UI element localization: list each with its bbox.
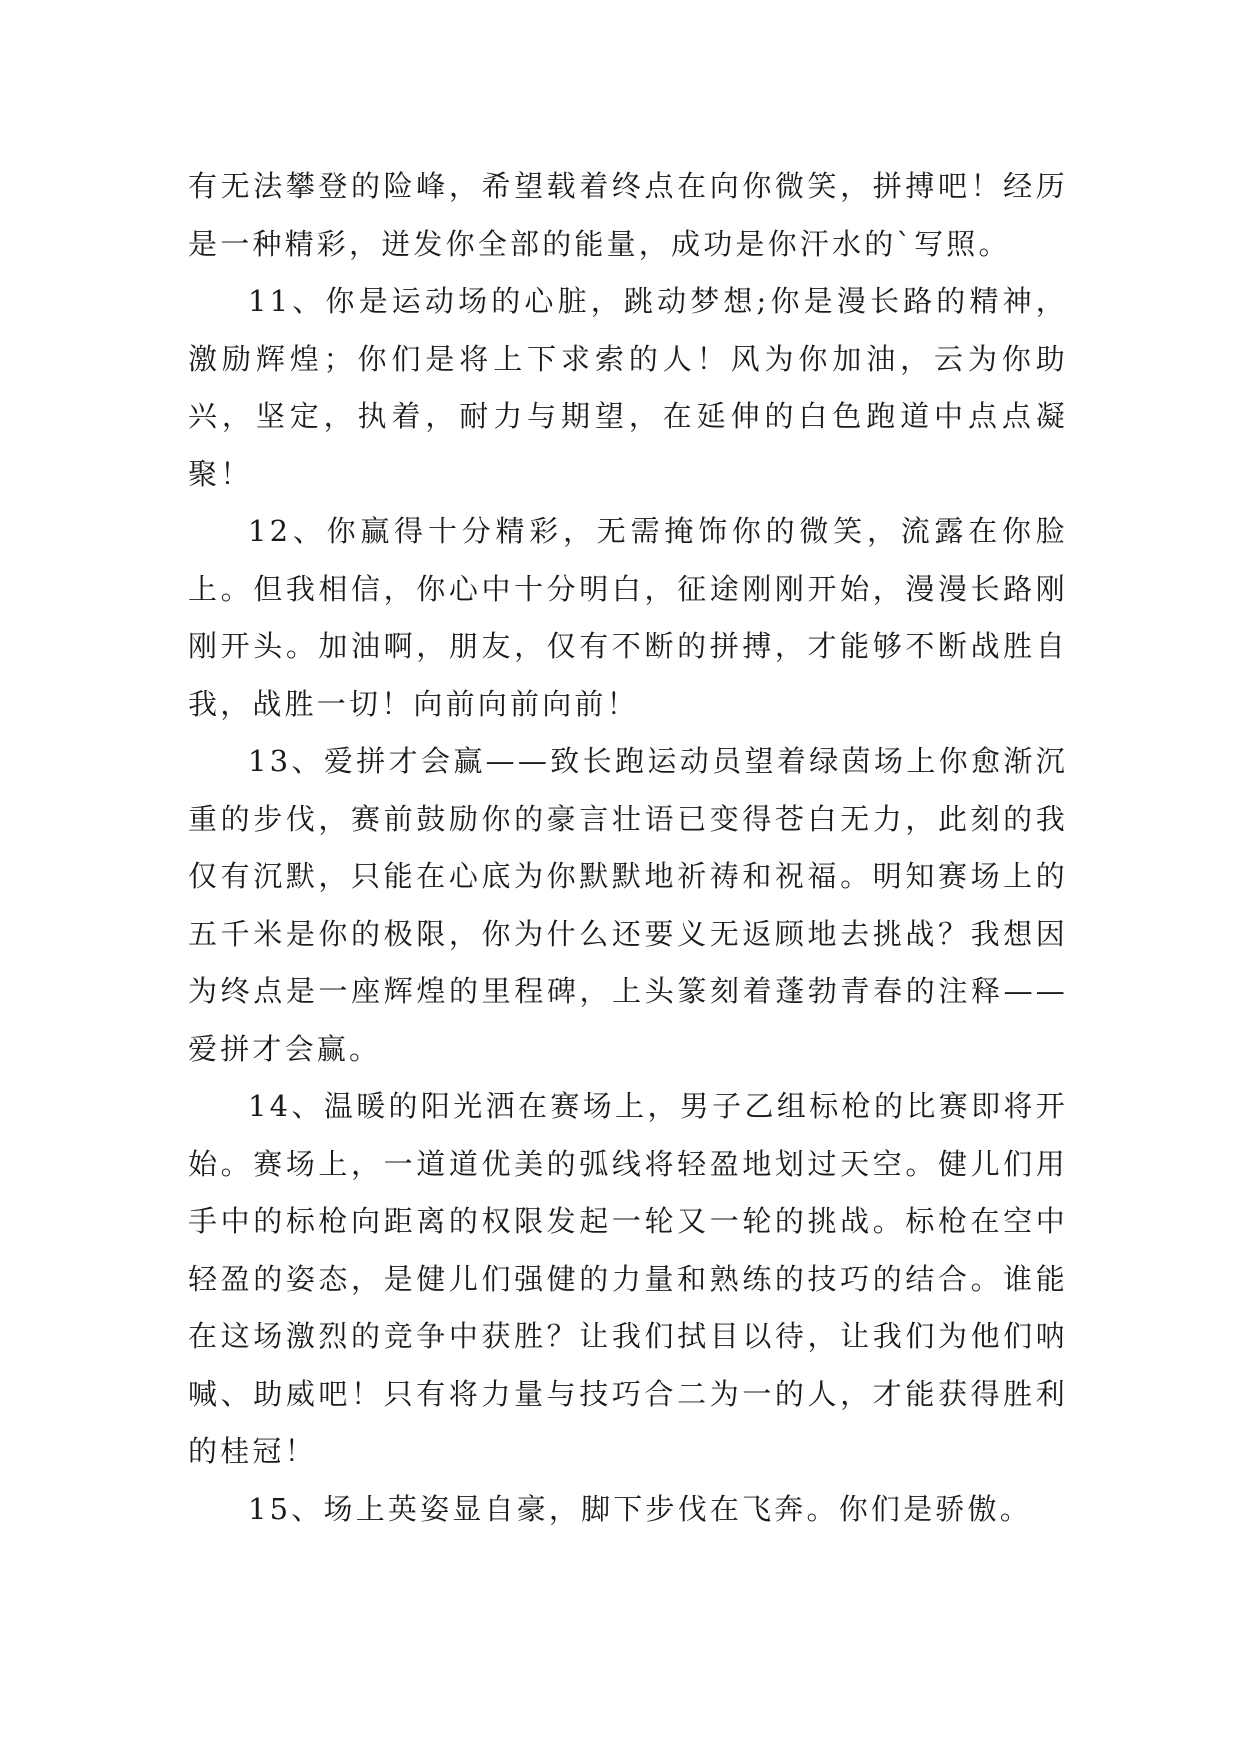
paragraph-12: 12、你赢得十分精彩，无需掩饰你的微笑，流露在你脸上。但我相信，你心中十分明白，征途刚刚开始，漫漫长路刚刚开头。加油啊，朋友，仅有不断的拼搏，才能够不断战胜自我，战胜一切！向前向前向前！: [188, 514, 1068, 721]
paragraph-11: 11、你是运动场的心脏，跳动梦想;你是漫长路的精神，激励辉煌；你们是将上下求索的人！风为你加油，云为你助兴，坚定，执着，耐力与期望，在延伸的白色跑道中点点凝聚！: [188, 284, 1068, 491]
paragraph-15: 15、场上英姿显自豪，脚下步伐在飞奔。你们是骄傲。: [248, 1491, 1032, 1526]
paragraph-13: 13、爱拼才会赢——致长跑运动员望着绿茵场上你愈渐沉重的步伐，赛前鼓励你的豪言壮语已变得苍白无力，此刻的我仅有沉默，只能在心底为你默默地祈祷和祝福。明知赛场上的五千米是你的极限，你为什么还要义无返顾地去挑战？我想因为终点是一座辉煌的里程碑，上头篆刻着蓬勃青春的注释——爱拼才会赢。: [188, 744, 1068, 1066]
paragraph-14: 14、温暖的阳光洒在赛场上，男子乙组标枪的比赛即将开始。赛场上，一道道优美的弧线将轻盈地划过天空。健儿们用手中的标枪向距离的权限发起一轮又一轮的挑战。标枪在空中轻盈的姿态，是健儿们强健的力量和熟练的技巧的结合。谁能在这场激烈的竞争中获胜？让我们拭目以待，让我们为他们呐喊、助威吧！只有将力量与技巧合二为一的人，才能获得胜利的桂冠！: [188, 1089, 1068, 1468]
document-body: [188, 158, 1068, 1538]
paragraph-continuation: 有无法攀登的险峰，希望载着终点在向你微笑，拼搏吧！经历是一种精彩，迸发你全部的能量，成功是你汗水的`写照。: [188, 169, 1068, 261]
